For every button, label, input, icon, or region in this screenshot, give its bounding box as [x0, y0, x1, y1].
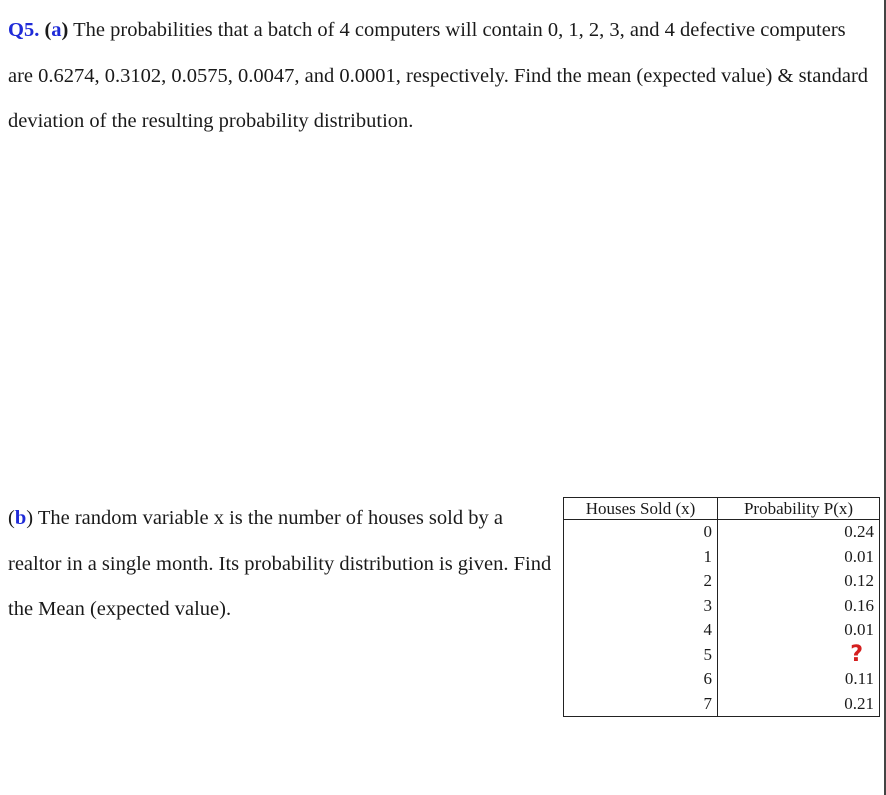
table-row [564, 569, 880, 594]
part-a-text: The probabilities that a batch of 4 computers will contain 0, 1, 2, 3, and 4 defective computers are 0.6274, 0.3102, 0.0575, 0.0047, and 0.0001, respectively. Find the mean (expected value) & standard deviation of the resulting probability distribution. [8, 19, 869, 132]
cell-x: 3 [564, 594, 718, 619]
table-row [564, 594, 880, 619]
cell-x: 7 [564, 692, 718, 717]
question-part-b [8, 496, 553, 633]
table-row [564, 618, 880, 643]
table-row [564, 643, 880, 668]
part-b-tag: (b) [8, 507, 34, 529]
cell-x: 6 [564, 667, 718, 692]
cell-p: 0.16 [844, 595, 874, 615]
cell-p: 0.11 [844, 669, 874, 689]
cell-x: 1 [564, 545, 718, 570]
part-a-tag: (a) [44, 19, 69, 41]
question-label: Q5. [8, 19, 40, 41]
cell-x: 2 [564, 569, 718, 594]
cell-p: 0.21 [844, 693, 874, 713]
table-row [564, 667, 880, 692]
header-probability: Probability P(x) [718, 498, 880, 520]
cell-p: 0.01 [844, 620, 874, 640]
table-header-row [564, 498, 880, 520]
cell-x: 5 [564, 643, 718, 668]
cell-x: 4 [564, 618, 718, 643]
cell-p: 0.24 [844, 522, 874, 542]
probability-distribution-table [563, 497, 880, 717]
part-b-text: The random variable x is the number of houses sold by a realtor in a single month. Its probability distribution is given. Find the Mean (expected value). [8, 507, 552, 620]
question-part-a [8, 8, 870, 145]
table-row [564, 545, 880, 570]
cell-x: 0 [564, 520, 718, 545]
table-row [564, 692, 880, 717]
cell-p: 0.01 [844, 546, 874, 566]
header-houses-sold: Houses Sold (x) [564, 498, 718, 520]
table-row [564, 520, 880, 545]
cell-p: 0.12 [844, 571, 874, 591]
unknown-probability-mark: ? [850, 641, 863, 667]
